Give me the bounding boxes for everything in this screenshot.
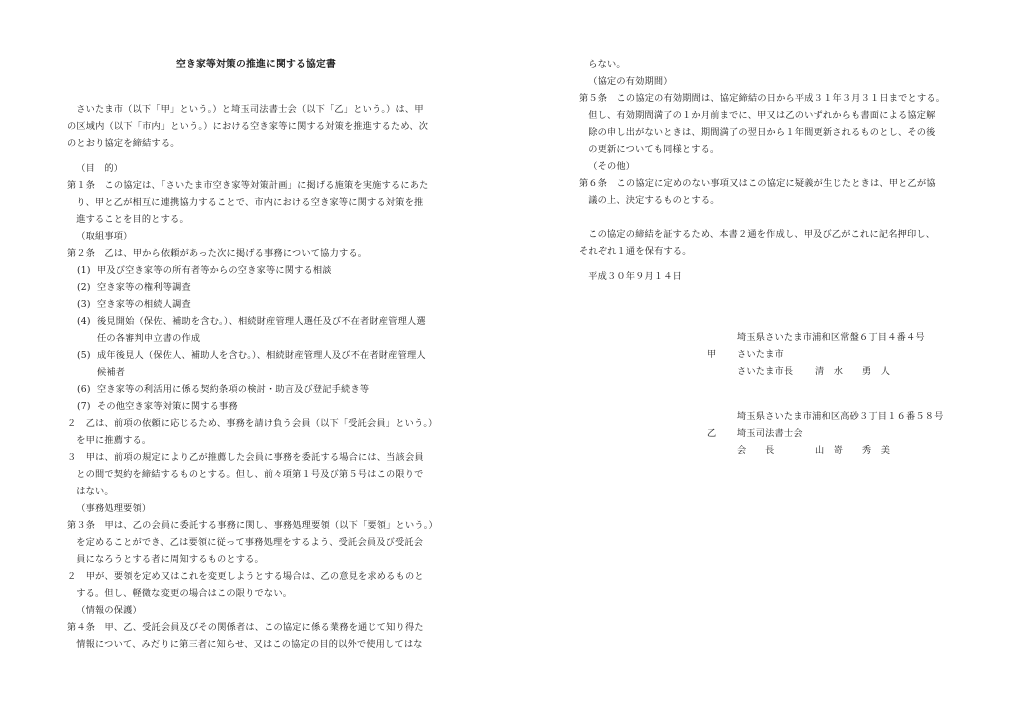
party-a-block: [579, 329, 961, 380]
list-item: 候補者: [97, 367, 126, 378]
list-item: (5) 成年後見人（保佐人、補助人を含む。）、相続財産管理人及び不在者財産管理人: [77, 350, 426, 361]
list-item: (7) その他空き家等対策に関する事務: [77, 401, 238, 412]
article-line: ３ 甲は、前項の規定により乙が推薦した会員に事務を委託する場合には、当該会員: [67, 452, 424, 463]
article-line: との間で契約を締結するものとする。但し、前々項第１号及び第５号はこの限りで: [76, 469, 424, 480]
party-b-org: 埼玉司法書士会: [737, 428, 803, 439]
article-line: はない。: [76, 486, 114, 497]
article-line: ２ 乙は、前項の依頼に応じるため、事務を請け負う会員（以下「受託会員」という。）: [67, 418, 438, 429]
article-line: 除の申し出がないときは、期間満了の翌日から１年間更新されるものとし、その後: [588, 127, 936, 138]
article-heading: （協定の有効期間）: [588, 76, 673, 87]
article-heading: （目 的）: [76, 163, 124, 174]
closing-line: この協定の締結を証するため、本書２通を作成し、甲及び乙がこれに記名押印し、: [588, 229, 936, 240]
preamble-line: さいたま市（以下「甲」という。）と埼玉司法書士会（以下「乙」という。）は、甲: [76, 104, 424, 115]
article-line: の更新についても同様とする。: [588, 144, 720, 155]
signing-date: 平成３０年９月１４日: [588, 271, 683, 282]
party-a-role: さいたま市長: [737, 366, 794, 377]
article-heading: （その他）: [588, 161, 636, 172]
list-item: (6) 空き家等の利活用に係る契約条項の検討・助言及び登記手続き等: [77, 384, 370, 395]
party-a-address: 埼玉県さいたま市浦和区常盤６丁目４番４号: [737, 332, 925, 343]
party-a-org: さいたま市: [737, 349, 784, 360]
closing-line: それぞれ１通を保有する。: [579, 246, 692, 257]
left-page: [67, 56, 445, 653]
party-b-address: 埼玉県さいたま市浦和区高砂３丁目１６番５８号: [737, 411, 944, 422]
list-item: 任の各審判申立書の作成: [97, 333, 201, 344]
article-line: を定めることができ、乙は要領に従って事務処理をするよう、受託会員及び受託会: [76, 537, 424, 548]
article-line: を甲に推薦する。: [76, 435, 152, 446]
preamble-line: の区域内（以下「市内」という。）における空き家等に関する対策を推進するため、次: [67, 121, 429, 132]
list-item: (4) 後見開始（保佐、補助を含む。）、相続財産管理人選任及び不在者財産管理人選: [77, 316, 426, 327]
list-item: (2) 空き家等の権利等調査: [77, 282, 191, 293]
article-line: 議の上、決定するものとする。: [588, 195, 720, 206]
article-line: する。但し、軽微な変更の場合はこの限りでない。: [76, 588, 293, 599]
party-b-label: 乙: [707, 428, 717, 439]
list-item: (3) 空き家等の相続人調査: [77, 299, 191, 310]
article-line: ２ 甲が、要領を定め又はこれを変更しようとする場合は、乙の意見を求めるものと: [67, 571, 424, 582]
article-line: り、甲と乙が相互に連携協力することで、市内における空き家等に関する対策を推: [76, 197, 424, 208]
article-line: 員になろうとする者に周知するものとする。: [76, 554, 264, 565]
article-line: 第４条 甲、乙、受託会員及びその関係者は、この協定に係る業務を通じて知り得た: [67, 622, 424, 633]
article-line: 第１条 この協定は、「さいたま市空き家等対策計画」に掲げる施策を実施するにあた: [67, 180, 429, 191]
party-b-name: 山 嵜 秀 美: [815, 445, 891, 456]
right-page: [579, 56, 961, 459]
article-line: 進することを目的とする。: [76, 214, 189, 225]
article-line: 第３条 甲は、乙の会員に委託する事務に関し、事務処理要領（以下「要領」という。）: [67, 520, 438, 531]
party-a-label: 甲: [707, 349, 717, 360]
list-item: (1) 甲及び空き家等の所有者等からの空き家等に関する相談: [77, 265, 332, 276]
party-a-name: 清 水 勇 人: [815, 366, 891, 377]
article-line: らない。: [588, 59, 626, 70]
article-line: 第５条 この協定の有効期間は、協定締結の日から平成３１年３月３１日までとする。: [579, 93, 946, 104]
article-line: 但し、有効期間満了の１か月前までに、甲又は乙のいずれからも書面による協定解: [588, 110, 936, 121]
article-heading: （取組事項）: [76, 231, 133, 242]
article-line: 第２条 乙は、甲から依頼があった次に掲げる事務について協力する。: [67, 248, 368, 259]
party-b-role: 会 長: [737, 445, 775, 456]
article-heading: （事務処理要領）: [76, 503, 152, 514]
party-b-block: [579, 408, 961, 459]
document-title: 空き家等対策の推進に関する協定書: [176, 59, 336, 70]
article-heading: （情報の保護）: [76, 605, 142, 616]
preamble-line: のとおり協定を締結する。: [67, 138, 180, 149]
article-line: 情報について、みだりに第三者に知らせ、又はこの協定の目的以外で使用してはな: [76, 639, 423, 650]
article-line: 第６条 この協定に定めのない事項又はこの協定に疑義が生じたときは、甲と乙が協: [579, 178, 936, 189]
